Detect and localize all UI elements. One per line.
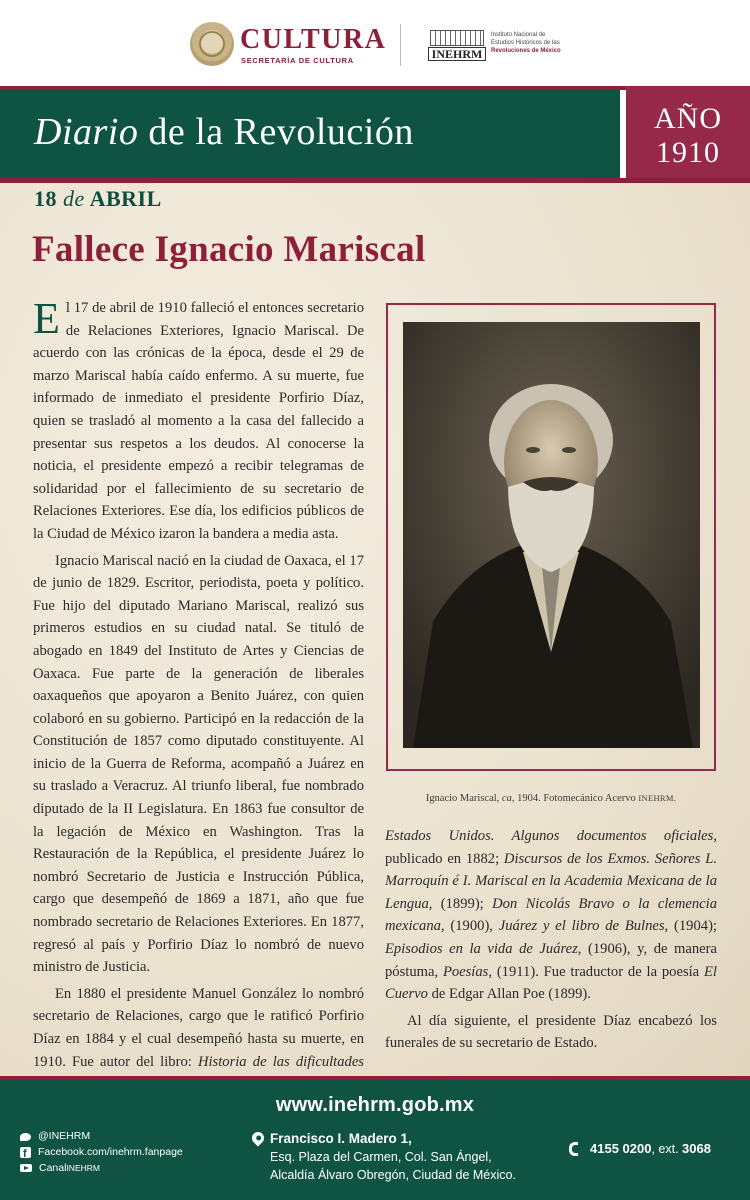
paragraph-3: En 1880 el presidente Manuel González lo nombró secretario de Relaciones, cargo que le ratificó Porfirio Díaz en 1884 y el cual desempeñó hasta su muerte, en 1910. Fue autor del libro: Historia de las dificultades — [33, 985, 364, 1070]
youtube-icon — [20, 1164, 32, 1172]
paragraph-1: El 17 de abril de 1910 falleció el entonces secretario de Relaciones Exteriores, Ignacio Mariscal. De acuerdo con las crónicas de la época, desde el 29 de marzo Mariscal había caído enfermo. A su muerte, fue informado de inmediato el presidente Porfirio Díaz, quien se trasladó al momento a la casa del fallecido a presentar sus respetos a los deudos. Al conocerse la noticia, el presidente empezó a recibir telegramas de solidaridad por el fallecimiento de su secretario de Relaciones Exteriores. Ese día, los edificios públicos de la Ciudad de México izaron la bandera a media asta. — [33, 294, 364, 542]
logo-divider — [400, 24, 401, 66]
inehrm-logo-text: INEHRM — [428, 47, 486, 61]
facebook-icon — [20, 1147, 31, 1158]
page-title: Diario de la Revolución — [34, 111, 414, 153]
phone-icon — [569, 1142, 578, 1156]
cultura-logo-text: CULTURA — [240, 24, 387, 55]
footer — [0, 1080, 750, 1200]
paragraph-4: Al día siguiente, el presidente Díaz encabezó los funerales de su secretario de Estado. — [385, 1012, 717, 1052]
location-pin-icon — [250, 1130, 267, 1147]
drop-cap: E — [33, 294, 60, 343]
youtube-link[interactable]: Canal INEHRM — [20, 1160, 183, 1176]
logo-bar — [0, 0, 750, 86]
headline: Fallece Ignacio Mariscal — [32, 229, 426, 270]
phone-number: 4155 0200, ext. 3068 — [590, 1141, 711, 1156]
paragraph-2: Ignacio Mariscal nació en la ciudad de Oaxaca, el 17 de junio de 1829. Escritor, periodista, poeta y político. Fue hijo del diputado Mariano Mariscal, realizó sus primeros estudios en su ciudad natal. Se tituló de abogado en 1849 del Instituto de Artes y Ciencias de Oaxaca. Fue parte de la generación de liberales oaxaqueños que apoyaron a Benito Juárez, con quien colaboró en su gobierno. Participó en la redacción de la Constitución de 1857 como diputado constituyente. Al inicio de la Guerra de Reforma, acompañó a Juárez en su traslado a Veracruz. Al triunfo liberal, fue nombrado diputado de la II Legislatura. En 1863 fue consultor de la legación de México en Washington. Tras la Restauración de la República, el presidente Juárez lo nombró Secretario de Justicia e Instrucción Pública, cargo que desempeñó de 1869 a 1871, año que fue nombrado secretario de Relaciones Exteriores. En 1877, regresó al país y Porfirio Díaz lo nombró de nuevo ministro de Justicia. — [33, 552, 364, 976]
inehrm-logo — [428, 30, 486, 60]
twitter-link[interactable]: @INEHRM — [20, 1128, 183, 1144]
year-badge — [626, 86, 750, 178]
facebook-link[interactable]: f Facebook.com/inehrm.fanpage — [20, 1144, 183, 1160]
year-value: 1910 — [656, 136, 720, 169]
year-label: AÑO — [654, 102, 722, 135]
article-column-right — [385, 825, 717, 1055]
article-column-left — [33, 294, 364, 1096]
cultura-subtitle: SECRETARÍA DE CULTURA — [241, 56, 354, 65]
paragraph-3-continued: Estados Unidos. Algunos documentos oficiales, publicado en 1882; Discursos de los Exmos. Señores L. Marroquín é I. Mariscal en la Academia Mexicana de la Lengua, (1899); Don Nicolás Bravo o la clemencia mexicana, (1900), Juárez y el libro de Bulnes, (1904); Episodios en la vida de Juárez, (1906), y, de manera póstuma, Poesías, (1911). Fue traductor de la poesía El Cuervo de Edgar Allan Poe (1899). — [385, 828, 717, 1003]
social-links — [20, 1128, 183, 1176]
building-icon — [430, 30, 484, 46]
twitter-icon — [20, 1133, 31, 1141]
inehrm-institute-name: Instituto Nacional de Estudios Históricos de las Revoluciones de México — [491, 32, 561, 54]
website-link[interactable]: www.inehrm.gob.mx — [275, 1094, 475, 1116]
mexico-seal-icon — [190, 22, 234, 66]
portrait-photo — [403, 322, 700, 748]
photo-caption: Ignacio Mariscal, ca, 1904. Fotomecánico Acervo INEHRM. — [425, 793, 677, 804]
address: Francisco I. Madero 1, Esq. Plaza del Carmen, Col. San Ángel, Alcaldía Álvaro Obregón, Ciudad de México. — [270, 1131, 516, 1182]
article-date: 18 de ABRIL — [34, 186, 162, 211]
